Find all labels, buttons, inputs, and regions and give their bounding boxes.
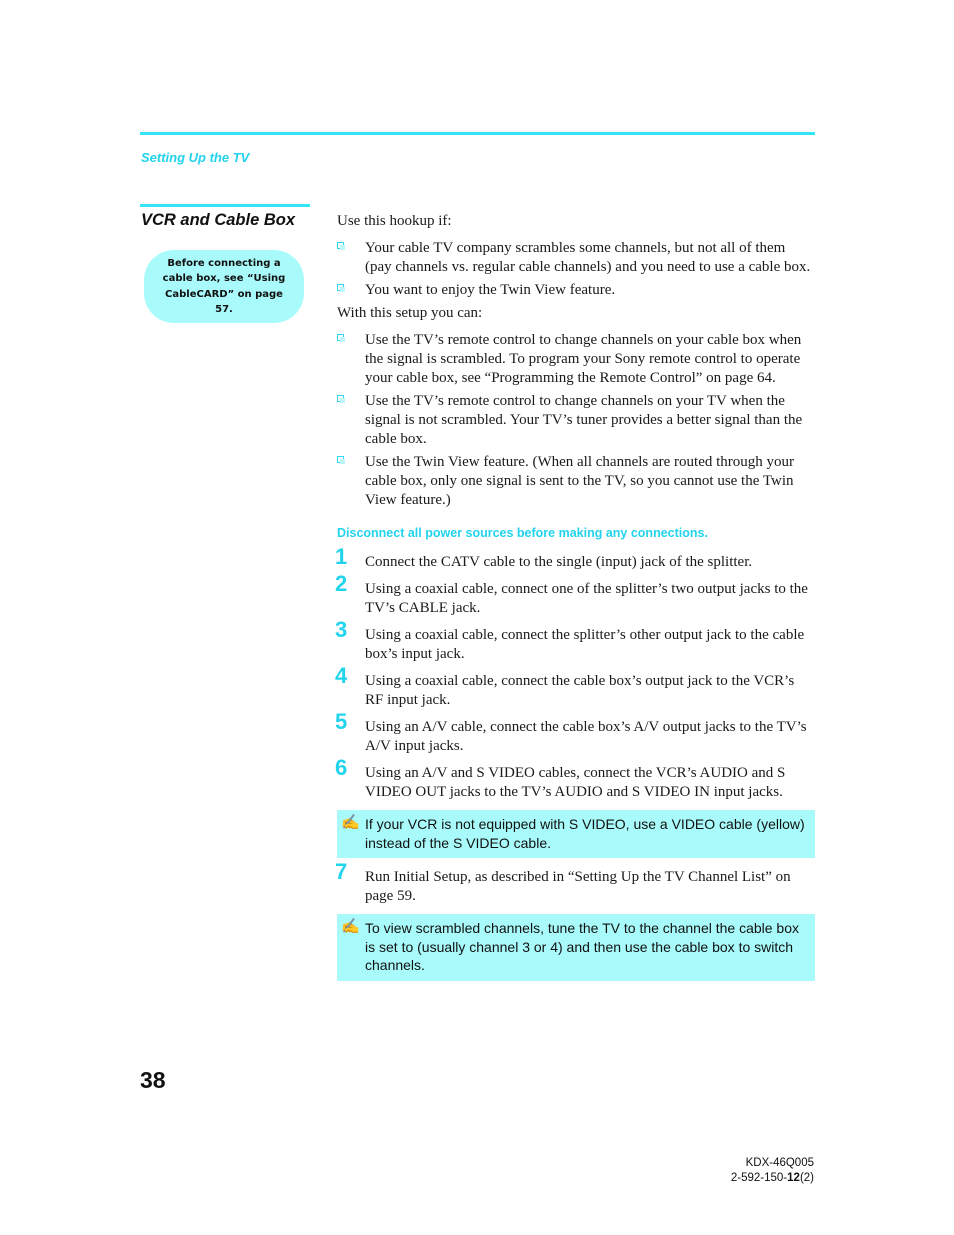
section-title: VCR and Cable Box — [141, 211, 296, 229]
note-box: ✍ If your VCR is not equipped with S VIDEO, use a VIDEO cable (yellow) instead of the S VIDEO cable. — [337, 810, 815, 858]
checkbox-bullet-icon — [337, 284, 344, 291]
step-number: 4 — [335, 663, 348, 688]
warning-text: Disconnect all power sources before making any connections. — [337, 526, 708, 540]
main-content — [337, 212, 815, 991]
step-item: 1 Connect the CATV cable to the single (input) jack of the splitter. — [335, 544, 753, 570]
step-item: 6 Using an A/V and S VIDEO cables, connect the VCR’s AUDIO and S VIDEO OUT jacks to the TV’s AUDIO and S VIDEO IN input jacks. — [335, 755, 786, 800]
checkbox-bullet-icon — [337, 456, 344, 463]
pencil-note-icon: ✍ — [341, 814, 360, 831]
steps-list — [335, 544, 815, 802]
step-number: 5 — [335, 709, 348, 734]
step-number: 3 — [335, 617, 348, 642]
benefits-list — [337, 331, 815, 510]
step-number: 2 — [335, 571, 348, 596]
title-rule — [140, 204, 310, 207]
step-item: 3 Using a coaxial cable, connect the splitter’s other output jack to the cable box’s input jack. — [335, 617, 805, 662]
list-item: You want to enjoy the Twin View feature. — [337, 281, 815, 300]
with-setup-text: With this setup you can: — [337, 305, 483, 321]
step-number: 6 — [335, 755, 348, 780]
list-item: Use the TV’s remote control to change channels on your cable box when the signal is scrambled. To program your Sony remote control to operate your cable box, see “Programming the Remote Control” on page 64. — [337, 331, 815, 388]
step-item: 2 Using a coaxial cable, connect one of the splitter’s two output jacks to the TV’s CABLE jack. — [335, 571, 808, 616]
step-item: 7 Run Initial Setup, as described in “Setting Up the TV Channel List” on page 59. — [335, 859, 791, 904]
list-item: Use the Twin View feature. (When all channels are routed through your cable box, only one signal is sent to the TV, so you cannot use the Twin View feature.) — [337, 453, 815, 510]
checkbox-bullet-icon — [337, 395, 344, 402]
step-item: 5 Using an A/V cable, connect the cable box’s A/V output jacks to the TV’s A/V input jacks. — [335, 709, 807, 754]
checkbox-bullet-icon — [337, 334, 344, 341]
page-number: 38 — [140, 1067, 166, 1093]
step-number: 1 — [335, 544, 348, 569]
steps-list-continued — [335, 859, 815, 906]
list-item: Use the TV’s remote control to change channels on your TV when the signal is not scrambled. Your TV’s tuner provides a better signal than the cable box. — [337, 392, 815, 449]
list-item: Your cable TV company scrambles some channels, but not all of them (pay channels vs. regular cable channels) and you need to use a cable box. — [337, 239, 815, 277]
model-number: KDX-46Q005 — [745, 1157, 814, 1169]
note-box: ✍ To view scrambled channels, tune the TV to the channel the cable box is set to (usually channel 3 or 4) and then use the cable box to switch channels. — [337, 914, 815, 981]
part-code: 2-592-150-12(2) — [730, 1172, 814, 1184]
checkbox-bullet-icon — [337, 242, 344, 249]
step-number: 7 — [335, 859, 348, 884]
pencil-note-icon: ✍ — [341, 918, 360, 935]
header-rule — [140, 132, 815, 135]
footer — [731, 1156, 814, 1186]
intro-text: Use this hookup if: — [337, 213, 452, 229]
section-label: Setting Up the TV — [141, 150, 250, 165]
use-if-list — [337, 239, 815, 300]
sidebar-note: Before connecting a cable box, see “Using CableCARD” on page 57. — [144, 250, 304, 323]
step-item: 4 Using a coaxial cable, connect the cable box’s output jack to the VCR’s RF input jack. — [335, 663, 795, 708]
